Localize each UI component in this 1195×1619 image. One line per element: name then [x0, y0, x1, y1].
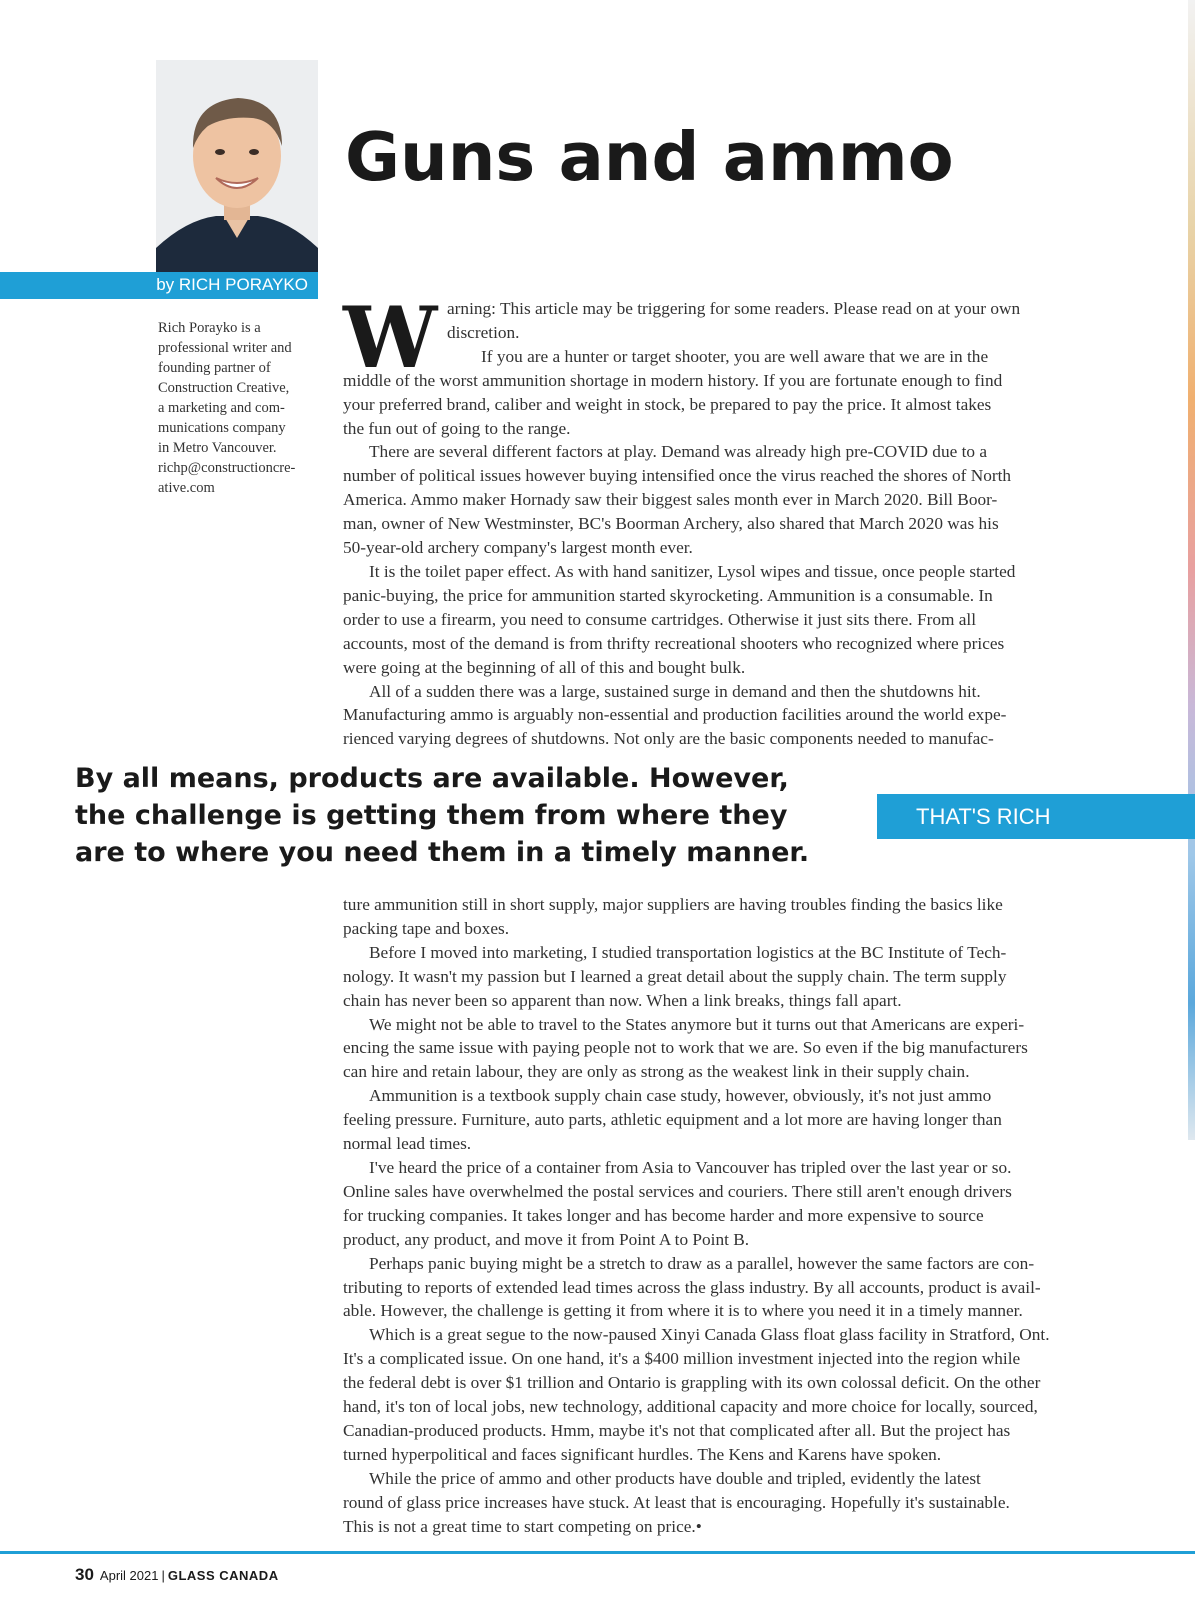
- text-line: arning: This article may be triggering for some readers. Please read on at your own: [447, 299, 1021, 318]
- text-line: 50-year-old archery company's largest month ever.: [343, 538, 693, 558]
- text-line: America. Ammo maker Hornady saw their biggest sales month ever in March 2020. Bill Boor-: [343, 490, 998, 510]
- text-line: I've heard the price of a container from Asia to Vancouver has tripled over the last year or so.: [369, 1157, 1012, 1177]
- bio-line: ative.com: [158, 480, 215, 496]
- author-portrait-image: [156, 60, 318, 272]
- text-line: Before I moved into marketing, I studied transportation logistics at the BC Institute of Tech-: [369, 942, 1007, 962]
- text-line: packing tape and boxes.: [343, 918, 510, 938]
- text-line: panic-buying, the price for ammunition started skyrocketing. Ammunition is a consumable. In: [343, 585, 993, 605]
- byline-bar: [0, 272, 318, 299]
- author-byline: by RICH PORAYKO: [156, 275, 308, 294]
- text-line: There are several different factors at play. Demand was already high pre-COVID due to a: [369, 442, 988, 462]
- text-line: If you are a hunter or target shooter, you are well aware that we are in the: [481, 346, 989, 366]
- bio-line: Construction Creative,: [158, 380, 290, 396]
- text-line: nology. It wasn't my passion but I learned a great detail about the supply chain. The term supply: [343, 966, 1007, 986]
- bio-line: richp@constructioncre-: [158, 460, 296, 476]
- page-number: 30: [75, 1565, 94, 1584]
- text-line: Which is a great segue to the now-paused Xinyi Canada Glass float glass facility in Stratford, Ont.: [369, 1325, 1050, 1345]
- pull-quote-line: the challenge is getting them from where they: [75, 800, 788, 831]
- bio-line: professional writer and: [158, 340, 292, 356]
- column-name-tag: THAT'S RICH: [877, 794, 1195, 839]
- text-line: were going at the beginning of all of this and bought bulk.: [343, 657, 746, 677]
- pull-quote-line: are to where you need them in a timely manner.: [75, 837, 810, 868]
- text-line: feeling pressure. Furniture, auto parts, athletic equipment and a lot more are having longer than: [343, 1110, 1002, 1130]
- magazine-name: GLASS CANADA: [167, 1568, 279, 1583]
- text-line: rienced varying degrees of shutdowns. Not only are the basic components needed to manufac-: [343, 729, 994, 749]
- text-line: turned hyperpolitical and faces significant hurdles. The Kens and Karens have spoken.: [343, 1444, 942, 1464]
- issue-date: April 2021: [99, 1568, 159, 1583]
- bio-line: munications company: [158, 420, 286, 436]
- pull-quote: [75, 760, 875, 871]
- footer-rule: [0, 1551, 1195, 1554]
- text-line: Canadian-produced products. Hmm, maybe it's not that complicated after all. But the project has: [343, 1420, 1011, 1440]
- text-line: It's a complicated issue. On one hand, it's a $400 million investment injected into the region while: [343, 1349, 1021, 1369]
- bio-line: a marketing and com-: [158, 400, 285, 416]
- text-line: man, owner of New Westminster, BC's Boorman Archery, also shared that March 2020 was his: [343, 514, 999, 534]
- article-body-top: [343, 288, 1113, 751]
- text-line: encing the same issue with paying people not to work that we are. So even if the big manufacturers: [343, 1038, 1028, 1058]
- text-line: the federal debt is over $1 trillion and Ontario is grappling with its own colossal deficit. On the other: [343, 1373, 1041, 1393]
- text-line: your preferred brand, caliber and weight in stock, be prepared to pay the price. It almost takes: [343, 394, 992, 414]
- article-body-bottom: [343, 893, 1113, 1538]
- text-line: the fun out of going to the range.: [343, 418, 571, 438]
- author-photo: [156, 60, 318, 272]
- text-line: number of political issues however buying intensified once the virus reached the shores of North: [343, 466, 1012, 486]
- page-footer: [75, 1565, 279, 1585]
- text-line: round of glass price increases have stuck. At least that is encouraging. Hopefully it's sustainable.: [343, 1492, 1010, 1512]
- article-title: Guns and ammo: [345, 118, 954, 196]
- text-line: Ammunition is a textbook supply chain case study, however, obviously, it's not just ammo: [369, 1086, 992, 1106]
- text-line: discretion.: [447, 322, 520, 342]
- bio-line: founding partner of: [158, 360, 271, 376]
- text-line: normal lead times.: [343, 1134, 472, 1154]
- text-line: accounts, most of the demand is from thrifty recreational shooters who recognized where prices: [343, 633, 1005, 653]
- text-line: chain has never been so apparent than now. When a link breaks, things fall apart.: [343, 990, 902, 1010]
- text-line: Perhaps panic buying might be a stretch to draw as a parallel, however the same factors are con-: [369, 1253, 1035, 1273]
- text-line: can hire and retain labour, they are only as strong as the weakest link in their supply chain.: [343, 1062, 970, 1082]
- text-line: order to use a firearm, you need to consume cartridges. Otherwise it just sits there. From all: [343, 609, 976, 629]
- text-line: While the price of ammo and other products have double and tripled, evidently the latest: [369, 1468, 981, 1488]
- page-edge-color-strip: [1188, 0, 1195, 1140]
- bio-line: in Metro Vancouver.: [158, 440, 277, 456]
- text-line: Manufacturing ammo is arguably non-essential and production facilities around the world expe-: [343, 705, 1007, 725]
- text-line: All of a sudden there was a large, sustained surge in demand and then the shutdowns hit.: [369, 681, 981, 701]
- text-line: product, any product, and move it from Point A to Point B.: [343, 1229, 750, 1249]
- text-line: able. However, the challenge is getting it from where it is to where you need it in a timely manner.: [343, 1301, 1023, 1321]
- text-line: We might not be able to travel to the States anymore but it turns out that Americans are experi-: [369, 1014, 1025, 1034]
- text-line: ture ammunition still in short supply, major suppliers are having troubles finding the basics like: [343, 895, 1003, 914]
- pull-quote-line: By all means, products are available. However,: [75, 763, 789, 794]
- drop-cap: W: [343, 288, 438, 387]
- text-line: It is the toilet paper effect. As with hand sanitizer, Lysol wipes and tissue, once people started: [369, 561, 1016, 581]
- author-bio: [158, 318, 318, 498]
- text-line: for trucking companies. It takes longer and has become harder and more expensive to source: [343, 1205, 984, 1225]
- text-line: middle of the worst ammunition shortage in modern history. If you are fortunate enough to find: [343, 370, 1003, 390]
- text-line: hand, it's ton of local jobs, new technology, additional capacity and more choice for locally, sourced,: [343, 1397, 1038, 1417]
- bio-line: Rich Porayko is a: [158, 320, 261, 336]
- text-line: This is not a great time to start competing on price.•: [343, 1516, 702, 1536]
- footer-separator: |: [161, 1568, 165, 1583]
- text-line: tributing to reports of extended lead times across the glass industry. By all accounts, product is avail-: [343, 1277, 1041, 1297]
- text-line: Online sales have overwhelmed the postal services and couriers. There still aren't enough drivers: [343, 1181, 1012, 1201]
